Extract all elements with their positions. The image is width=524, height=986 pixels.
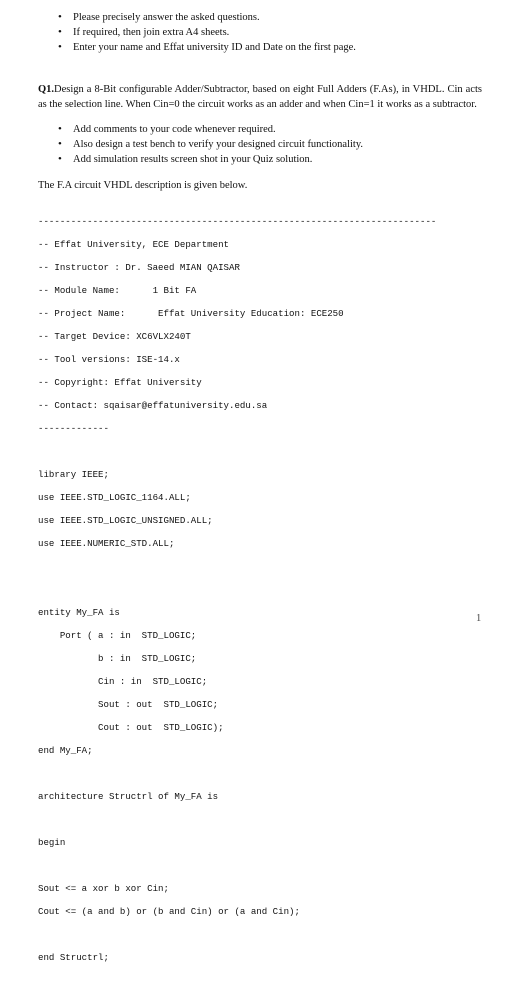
- code-line: -------------------------------------------------------------------------: [38, 215, 437, 227]
- instructions-list: [58, 10, 356, 55]
- code-line: use IEEE.NUMERIC_STD.ALL;: [38, 537, 175, 549]
- code-line: -- Instructor : Dr. Saeed MIAN QAISAR: [38, 261, 240, 273]
- code-line: Sout <= a xor b xor Cin;: [38, 882, 169, 894]
- code-line: use IEEE.STD_LOGIC_UNSIGNED.ALL;: [38, 514, 213, 526]
- code-line: -- Project Name: Effat University Education: ECE250: [38, 307, 344, 319]
- code-line: begin: [38, 836, 66, 848]
- code-line: -------------: [38, 422, 109, 434]
- question-body: Design a 8-Bit configurable Adder/Subtractor, based on eight Full Adders (F.As), in VHDL. Cin acts as the selection line. When Cin=0 the circuit works as an adder and when Cin=1 it works as a subtractor.: [38, 84, 482, 110]
- requirement-item: • Add comments to your code whenever required.: [58, 122, 363, 137]
- code-line: Sout : out STD_LOGIC;: [38, 698, 219, 710]
- code-line: b : in STD_LOGIC;: [38, 652, 197, 664]
- code-line: use IEEE.STD_LOGIC_1164.ALL;: [38, 491, 191, 503]
- requirement-item: • Also design a test bench to verify your designed circuit functionality.: [58, 137, 363, 152]
- code-line: -- Target Device: XC6VLX240T: [38, 330, 191, 342]
- code-line: library IEEE;: [38, 468, 109, 480]
- instruction-item: • If required, then join extra A4 sheets.: [58, 25, 356, 40]
- code-line: -- Tool versions: ISE-14.x: [38, 353, 180, 365]
- code-line: Cout : out STD_LOGIC);: [38, 721, 224, 733]
- code-line: entity My_FA is: [38, 606, 120, 618]
- code-line: -- Contact: sqaisar@effatuniversity.edu.sa: [38, 399, 268, 411]
- page-number: 1: [476, 613, 482, 624]
- question-text: [38, 82, 482, 112]
- requirement-item: • Add simulation results screen shot in your Quiz solution.: [58, 152, 363, 167]
- vhdl-code-block: [38, 204, 436, 986]
- code-line: Cout <= (a and b) or (b and Cin) or (a and Cin);: [38, 905, 300, 917]
- question-number: Q1.: [38, 84, 55, 95]
- requirements-list: [58, 122, 363, 167]
- code-line: -- Copyright: Effat University: [38, 376, 202, 388]
- code-line: Port ( a : in STD_LOGIC;: [38, 629, 197, 641]
- code-line: end Structrl;: [38, 951, 109, 963]
- code-intro: The F.A circuit VHDL description is given below.: [38, 180, 248, 191]
- instruction-item: • Enter your name and Effat university ID and Date on the first page.: [58, 40, 356, 55]
- instruction-item: • Please precisely answer the asked questions.: [58, 10, 356, 25]
- code-line: end My_FA;: [38, 744, 93, 756]
- code-line: -- Module Name: 1 Bit FA: [38, 284, 197, 296]
- code-line: Cin : in STD_LOGIC;: [38, 675, 208, 687]
- code-line: -- Effat University, ECE Department: [38, 238, 229, 250]
- code-line: architecture Structrl of My_FA is: [38, 790, 219, 802]
